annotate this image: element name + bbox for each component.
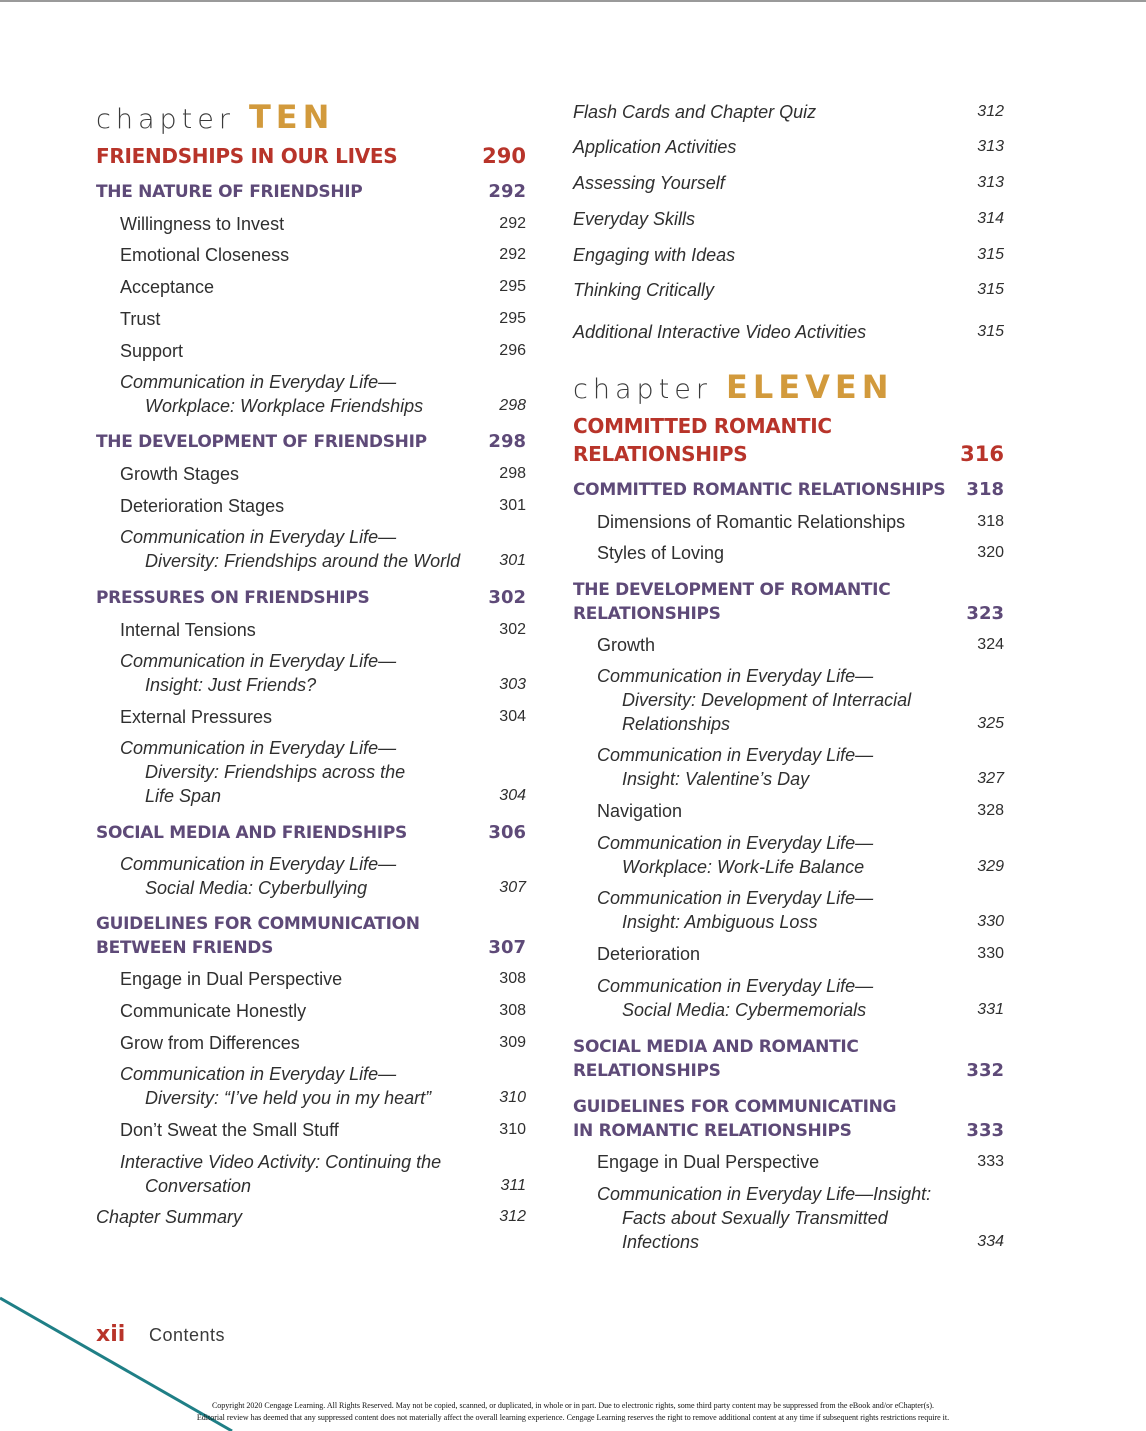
feature-title-line: Communication in Everyday Life— bbox=[597, 833, 874, 853]
chapter-page: 290 bbox=[482, 144, 526, 168]
section-title: SOCIAL MEDIA AND FRIENDSHIPS bbox=[96, 823, 407, 843]
feature-title-line: Communication in Everyday Life— bbox=[120, 1064, 397, 1084]
feature-title-line: Life Span bbox=[145, 786, 222, 806]
page-number: 313 bbox=[977, 174, 1004, 191]
toc-feature-entry[interactable] bbox=[573, 974, 1004, 1022]
page-number: 307 bbox=[499, 879, 526, 896]
toc-feature-entry[interactable] bbox=[573, 831, 1004, 879]
subsection-title: Dimensions of Romantic Relationships bbox=[597, 512, 906, 532]
page-number: 310 bbox=[499, 1121, 526, 1138]
section-title-line: GUIDELINES FOR COMMUNICATION bbox=[96, 914, 420, 934]
page-number: 315 bbox=[977, 323, 1004, 340]
toc-feature-entry[interactable] bbox=[96, 736, 526, 808]
subsection-title: Growth Stages bbox=[120, 464, 240, 484]
toc-feature-entry[interactable] bbox=[96, 370, 526, 418]
feature-title-line: Social Media: Cybermemorials bbox=[622, 1000, 867, 1020]
toc-feature-entry[interactable] bbox=[96, 1062, 526, 1110]
toc-feature-entry[interactable] bbox=[573, 664, 1004, 736]
toc-section-entry[interactable] bbox=[96, 586, 526, 610]
chapter-label: chapter bbox=[96, 104, 235, 135]
feature-title bbox=[96, 649, 526, 697]
chapter-label: chapter bbox=[573, 374, 712, 405]
toc-subsection-entry[interactable] bbox=[96, 339, 526, 363]
feature-title-line: Conversation bbox=[145, 1176, 252, 1196]
toc-feature-entry[interactable] bbox=[573, 320, 1004, 344]
toc-section-entry[interactable] bbox=[96, 912, 526, 960]
toc-feature-entry[interactable] bbox=[573, 171, 1004, 195]
page-number: 304 bbox=[499, 708, 526, 725]
page-number: 329 bbox=[977, 858, 1004, 875]
feature-title: Additional Interactive Video Activities bbox=[573, 322, 867, 342]
chapter-title-row[interactable] bbox=[96, 142, 526, 170]
section-title-line: BETWEEN FRIENDS bbox=[96, 938, 274, 958]
feature-title-line: Relationships bbox=[622, 714, 731, 734]
chapter-number-word: ELEVEN bbox=[725, 368, 894, 406]
feature-title-line: Diversity: Friendships across the bbox=[145, 762, 406, 782]
copyright-line: Editorial review has deemed that any suppressed content does not materially affect the overall learning experience. Cengage Learning reserves the right to remove additional content at any time if subsequent rights restrictions require it. bbox=[196, 1413, 950, 1422]
page-number: 312 bbox=[977, 103, 1004, 120]
toc-feature-entry[interactable] bbox=[573, 743, 1004, 791]
feature-title-line: Workplace: Work-Life Balance bbox=[622, 857, 865, 877]
toc-subsection-entry[interactable] bbox=[96, 618, 526, 642]
page-number: 308 bbox=[499, 1002, 526, 1019]
page-number: 333 bbox=[966, 1120, 1004, 1141]
page-number: 304 bbox=[499, 787, 526, 804]
subsection-title: Don’t Sweat the Small Stuff bbox=[120, 1120, 339, 1140]
feature-title: Thinking Critically bbox=[573, 280, 715, 300]
feature-title bbox=[573, 1182, 1004, 1254]
feature-title-line: Social Media: Cyberbullying bbox=[145, 878, 368, 898]
toc-feature-entry[interactable] bbox=[573, 1182, 1004, 1254]
toc-subsection-entry[interactable] bbox=[573, 942, 1004, 966]
subsection-title: Navigation bbox=[597, 801, 683, 821]
feature-title: Flash Cards and Chapter Quiz bbox=[573, 102, 817, 122]
feature-title-line: Communication in Everyday Life— bbox=[597, 666, 874, 686]
toc-subsection-entry[interactable] bbox=[573, 541, 1004, 565]
folio-page-number: xii bbox=[96, 1322, 126, 1347]
subsection-title: Emotional Closeness bbox=[120, 245, 290, 265]
page-number: 309 bbox=[499, 1034, 526, 1051]
chapter-heading bbox=[573, 368, 1004, 406]
feature-title bbox=[573, 886, 1004, 934]
subsection-title: Acceptance bbox=[120, 277, 215, 297]
subsection-title: External Pressures bbox=[120, 707, 273, 727]
subsection-title: Willingness to Invest bbox=[120, 214, 285, 234]
chapter-title-line: RELATIONSHIPS bbox=[573, 442, 748, 466]
feature-title-line: Communication in Everyday Life— bbox=[597, 888, 874, 908]
feature-title-line: Workplace: Workplace Friendships bbox=[145, 396, 424, 416]
section-title: THE NATURE OF FRIENDSHIP bbox=[96, 182, 363, 202]
page-number: 311 bbox=[500, 1177, 526, 1194]
feature-title-line: Diversity: Friendships around the World bbox=[145, 551, 461, 571]
page-number: 302 bbox=[499, 621, 526, 638]
feature-title-line: Infections bbox=[622, 1232, 700, 1252]
feature-title-line: Communication in Everyday Life— bbox=[120, 651, 397, 671]
feature-title-line: Insight: Just Friends? bbox=[145, 675, 317, 695]
toc-section-entry[interactable] bbox=[573, 1035, 1004, 1083]
page-number: 330 bbox=[977, 913, 1004, 930]
page-number: 296 bbox=[499, 342, 526, 359]
toc-subsection-entry[interactable] bbox=[96, 1118, 526, 1142]
feature-title bbox=[573, 974, 1004, 1022]
page-number: 333 bbox=[977, 1153, 1004, 1170]
toc-feature-entry[interactable] bbox=[573, 243, 1004, 267]
toc-section-entry[interactable] bbox=[573, 1095, 1004, 1143]
page-number: 334 bbox=[977, 1233, 1004, 1250]
toc-feature-entry[interactable] bbox=[96, 1150, 526, 1198]
subsection-title: Styles of Loving bbox=[597, 543, 725, 563]
page-number: 314 bbox=[977, 210, 1004, 227]
feature-title bbox=[573, 743, 1004, 791]
feature-title: Everyday Skills bbox=[573, 209, 696, 229]
toc-subsection-entry[interactable] bbox=[573, 799, 1004, 823]
page-number: 298 bbox=[488, 431, 526, 452]
toc-feature-entry[interactable] bbox=[573, 135, 1004, 159]
toc-feature-entry[interactable] bbox=[96, 1205, 526, 1229]
chapter-title-line: COMMITTED ROMANTIC bbox=[573, 414, 832, 438]
feature-title: Engaging with Ideas bbox=[573, 245, 736, 265]
toc-subsection-entry[interactable] bbox=[96, 275, 526, 299]
feature-title-line: Communication in Everyday Life— bbox=[120, 372, 397, 392]
feature-title bbox=[96, 1150, 526, 1198]
page-number: 315 bbox=[977, 281, 1004, 298]
feature-title-line: Communication in Everyday Life— bbox=[120, 527, 397, 547]
toc-feature-entry[interactable] bbox=[96, 525, 526, 573]
feature-title-line: Communication in Everyday Life— bbox=[597, 976, 874, 996]
section-title-line: IN ROMANTIC RELATIONSHIPS bbox=[573, 1121, 852, 1141]
page-number: 324 bbox=[977, 636, 1004, 653]
feature-title bbox=[573, 831, 1004, 879]
subsection-title: Trust bbox=[120, 309, 161, 329]
page-number: 320 bbox=[977, 544, 1004, 561]
toc-subsection-entry[interactable] bbox=[96, 967, 526, 991]
toc-feature-entry[interactable] bbox=[573, 886, 1004, 934]
page-number: 307 bbox=[488, 937, 526, 958]
feature-title bbox=[96, 852, 526, 900]
feature-title bbox=[573, 664, 1004, 736]
page-number: 295 bbox=[499, 278, 526, 295]
subsection-title: Deterioration Stages bbox=[120, 496, 285, 516]
chapter-title-row[interactable] bbox=[573, 412, 1004, 468]
page-number: 295 bbox=[499, 310, 526, 327]
feature-title-line: Facts about Sexually Transmitted bbox=[622, 1208, 888, 1228]
toc-subsection-entry[interactable] bbox=[96, 462, 526, 486]
subsection-title: Communicate Honestly bbox=[120, 1001, 307, 1021]
page-number: 331 bbox=[977, 1001, 1004, 1018]
page-number: 313 bbox=[977, 138, 1004, 155]
toc-section-entry[interactable] bbox=[573, 578, 1004, 626]
page-number: 332 bbox=[966, 1060, 1004, 1081]
toc-section-entry[interactable] bbox=[573, 478, 1004, 502]
page-number: 292 bbox=[499, 215, 526, 232]
feature-title bbox=[96, 1062, 526, 1110]
page-number: 310 bbox=[499, 1089, 526, 1106]
page-number: 306 bbox=[488, 822, 526, 843]
toc-subsection-entry[interactable] bbox=[96, 999, 526, 1023]
section-title-line: THE DEVELOPMENT OF ROMANTIC bbox=[573, 580, 891, 600]
toc-subsection-entry[interactable] bbox=[573, 1150, 1004, 1174]
subsection-title: Support bbox=[120, 341, 184, 361]
feature-title-line: Insight: Ambiguous Loss bbox=[622, 912, 818, 932]
toc-section-entry[interactable] bbox=[96, 180, 526, 204]
page-number: 328 bbox=[977, 802, 1004, 819]
copyright-notice bbox=[60, 1400, 1086, 1424]
page-number: 301 bbox=[499, 497, 526, 514]
chapter-heading bbox=[96, 98, 526, 136]
page-number: 323 bbox=[966, 603, 1004, 624]
toc-feature-entry[interactable] bbox=[96, 852, 526, 900]
chapter-title: FRIENDSHIPS IN OUR LIVES bbox=[96, 144, 398, 168]
feature-title: Chapter Summary bbox=[96, 1207, 243, 1227]
feature-title bbox=[96, 525, 526, 573]
feature-title-line: Diversity: Development of Interracial bbox=[622, 690, 912, 710]
toc-feature-entry[interactable] bbox=[573, 278, 1004, 302]
page-number: 302 bbox=[488, 587, 526, 608]
copyright-line: Copyright 2020 Cengage Learning. All Rights Reserved. May not be copied, scanned, or duplicated, in whole or in part. Due to electronic rights, some third party content may be suppressed from the eBook and/or eChapter(s). bbox=[211, 1401, 935, 1410]
page-number: 301 bbox=[499, 552, 526, 569]
page-number: 315 bbox=[977, 246, 1004, 263]
toc-subsection-entry[interactable] bbox=[96, 307, 526, 331]
feature-title bbox=[96, 370, 526, 418]
section-title: COMMITTED ROMANTIC RELATIONSHIPS bbox=[573, 480, 946, 500]
feature-title-line: Communication in Everyday Life— bbox=[597, 745, 874, 765]
feature-title-line: Diversity: “I’ve held you in my heart” bbox=[145, 1088, 432, 1108]
section-title-line: RELATIONSHIPS bbox=[573, 1061, 721, 1081]
subsection-title: Engage in Dual Perspective bbox=[120, 969, 343, 989]
feature-title-line: Communication in Everyday Life—Insight: bbox=[597, 1184, 932, 1204]
feature-title: Application Activities bbox=[573, 137, 737, 157]
feature-title-line: Communication in Everyday Life— bbox=[120, 854, 397, 874]
page-number: 330 bbox=[977, 945, 1004, 962]
section-title: PRESSURES ON FRIENDSHIPS bbox=[96, 588, 370, 608]
toc-subsection-entry[interactable] bbox=[96, 705, 526, 729]
page-number: 308 bbox=[499, 970, 526, 987]
feature-title-line: Insight: Valentine’s Day bbox=[622, 769, 810, 789]
subsection-title: Engage in Dual Perspective bbox=[597, 1152, 820, 1172]
feature-title: Assessing Yourself bbox=[573, 173, 725, 193]
feature-title-line: Communication in Everyday Life— bbox=[120, 738, 397, 758]
page-number: 327 bbox=[977, 770, 1004, 787]
section-title-line: RELATIONSHIPS bbox=[573, 604, 721, 624]
chapter-page: 316 bbox=[960, 442, 1004, 466]
subsection-title: Internal Tensions bbox=[120, 620, 256, 640]
page-number: 325 bbox=[977, 715, 1004, 732]
feature-title bbox=[96, 736, 526, 808]
toc-subsection-entry[interactable] bbox=[573, 510, 1004, 534]
toc-subsection-entry[interactable] bbox=[96, 212, 526, 236]
folio-label: Contents bbox=[149, 1325, 226, 1345]
toc-subsection-entry[interactable] bbox=[96, 1031, 526, 1055]
toc-feature-entry[interactable] bbox=[573, 100, 1004, 124]
section-title: THE DEVELOPMENT OF FRIENDSHIP bbox=[96, 432, 427, 452]
section-title-line: GUIDELINES FOR COMMUNICATING bbox=[573, 1097, 897, 1117]
toc-feature-entry[interactable] bbox=[96, 649, 526, 697]
toc-section-entry[interactable] bbox=[96, 430, 526, 454]
toc-subsection-entry[interactable] bbox=[96, 243, 526, 267]
page-number: 298 bbox=[499, 397, 526, 414]
toc-section-entry[interactable] bbox=[96, 821, 526, 845]
page-number: 292 bbox=[499, 246, 526, 263]
chapter-number-word: TEN bbox=[248, 98, 335, 136]
page-number: 318 bbox=[977, 513, 1004, 530]
subsection-title: Growth bbox=[597, 635, 656, 655]
page-number: 292 bbox=[488, 181, 526, 202]
feature-title-line: Interactive Video Activity: Continuing the bbox=[120, 1152, 442, 1172]
page-number: 312 bbox=[499, 1208, 526, 1225]
page-number: 303 bbox=[499, 676, 526, 693]
page-number: 318 bbox=[966, 479, 1004, 500]
subsection-title: Deterioration bbox=[597, 944, 701, 964]
toc-subsection-entry[interactable] bbox=[573, 633, 1004, 657]
toc-subsection-entry[interactable] bbox=[96, 494, 526, 518]
toc-feature-entry[interactable] bbox=[573, 207, 1004, 231]
subsection-title: Grow from Differences bbox=[120, 1033, 300, 1053]
page-number: 298 bbox=[499, 465, 526, 482]
section-title-line: SOCIAL MEDIA AND ROMANTIC bbox=[573, 1037, 859, 1057]
